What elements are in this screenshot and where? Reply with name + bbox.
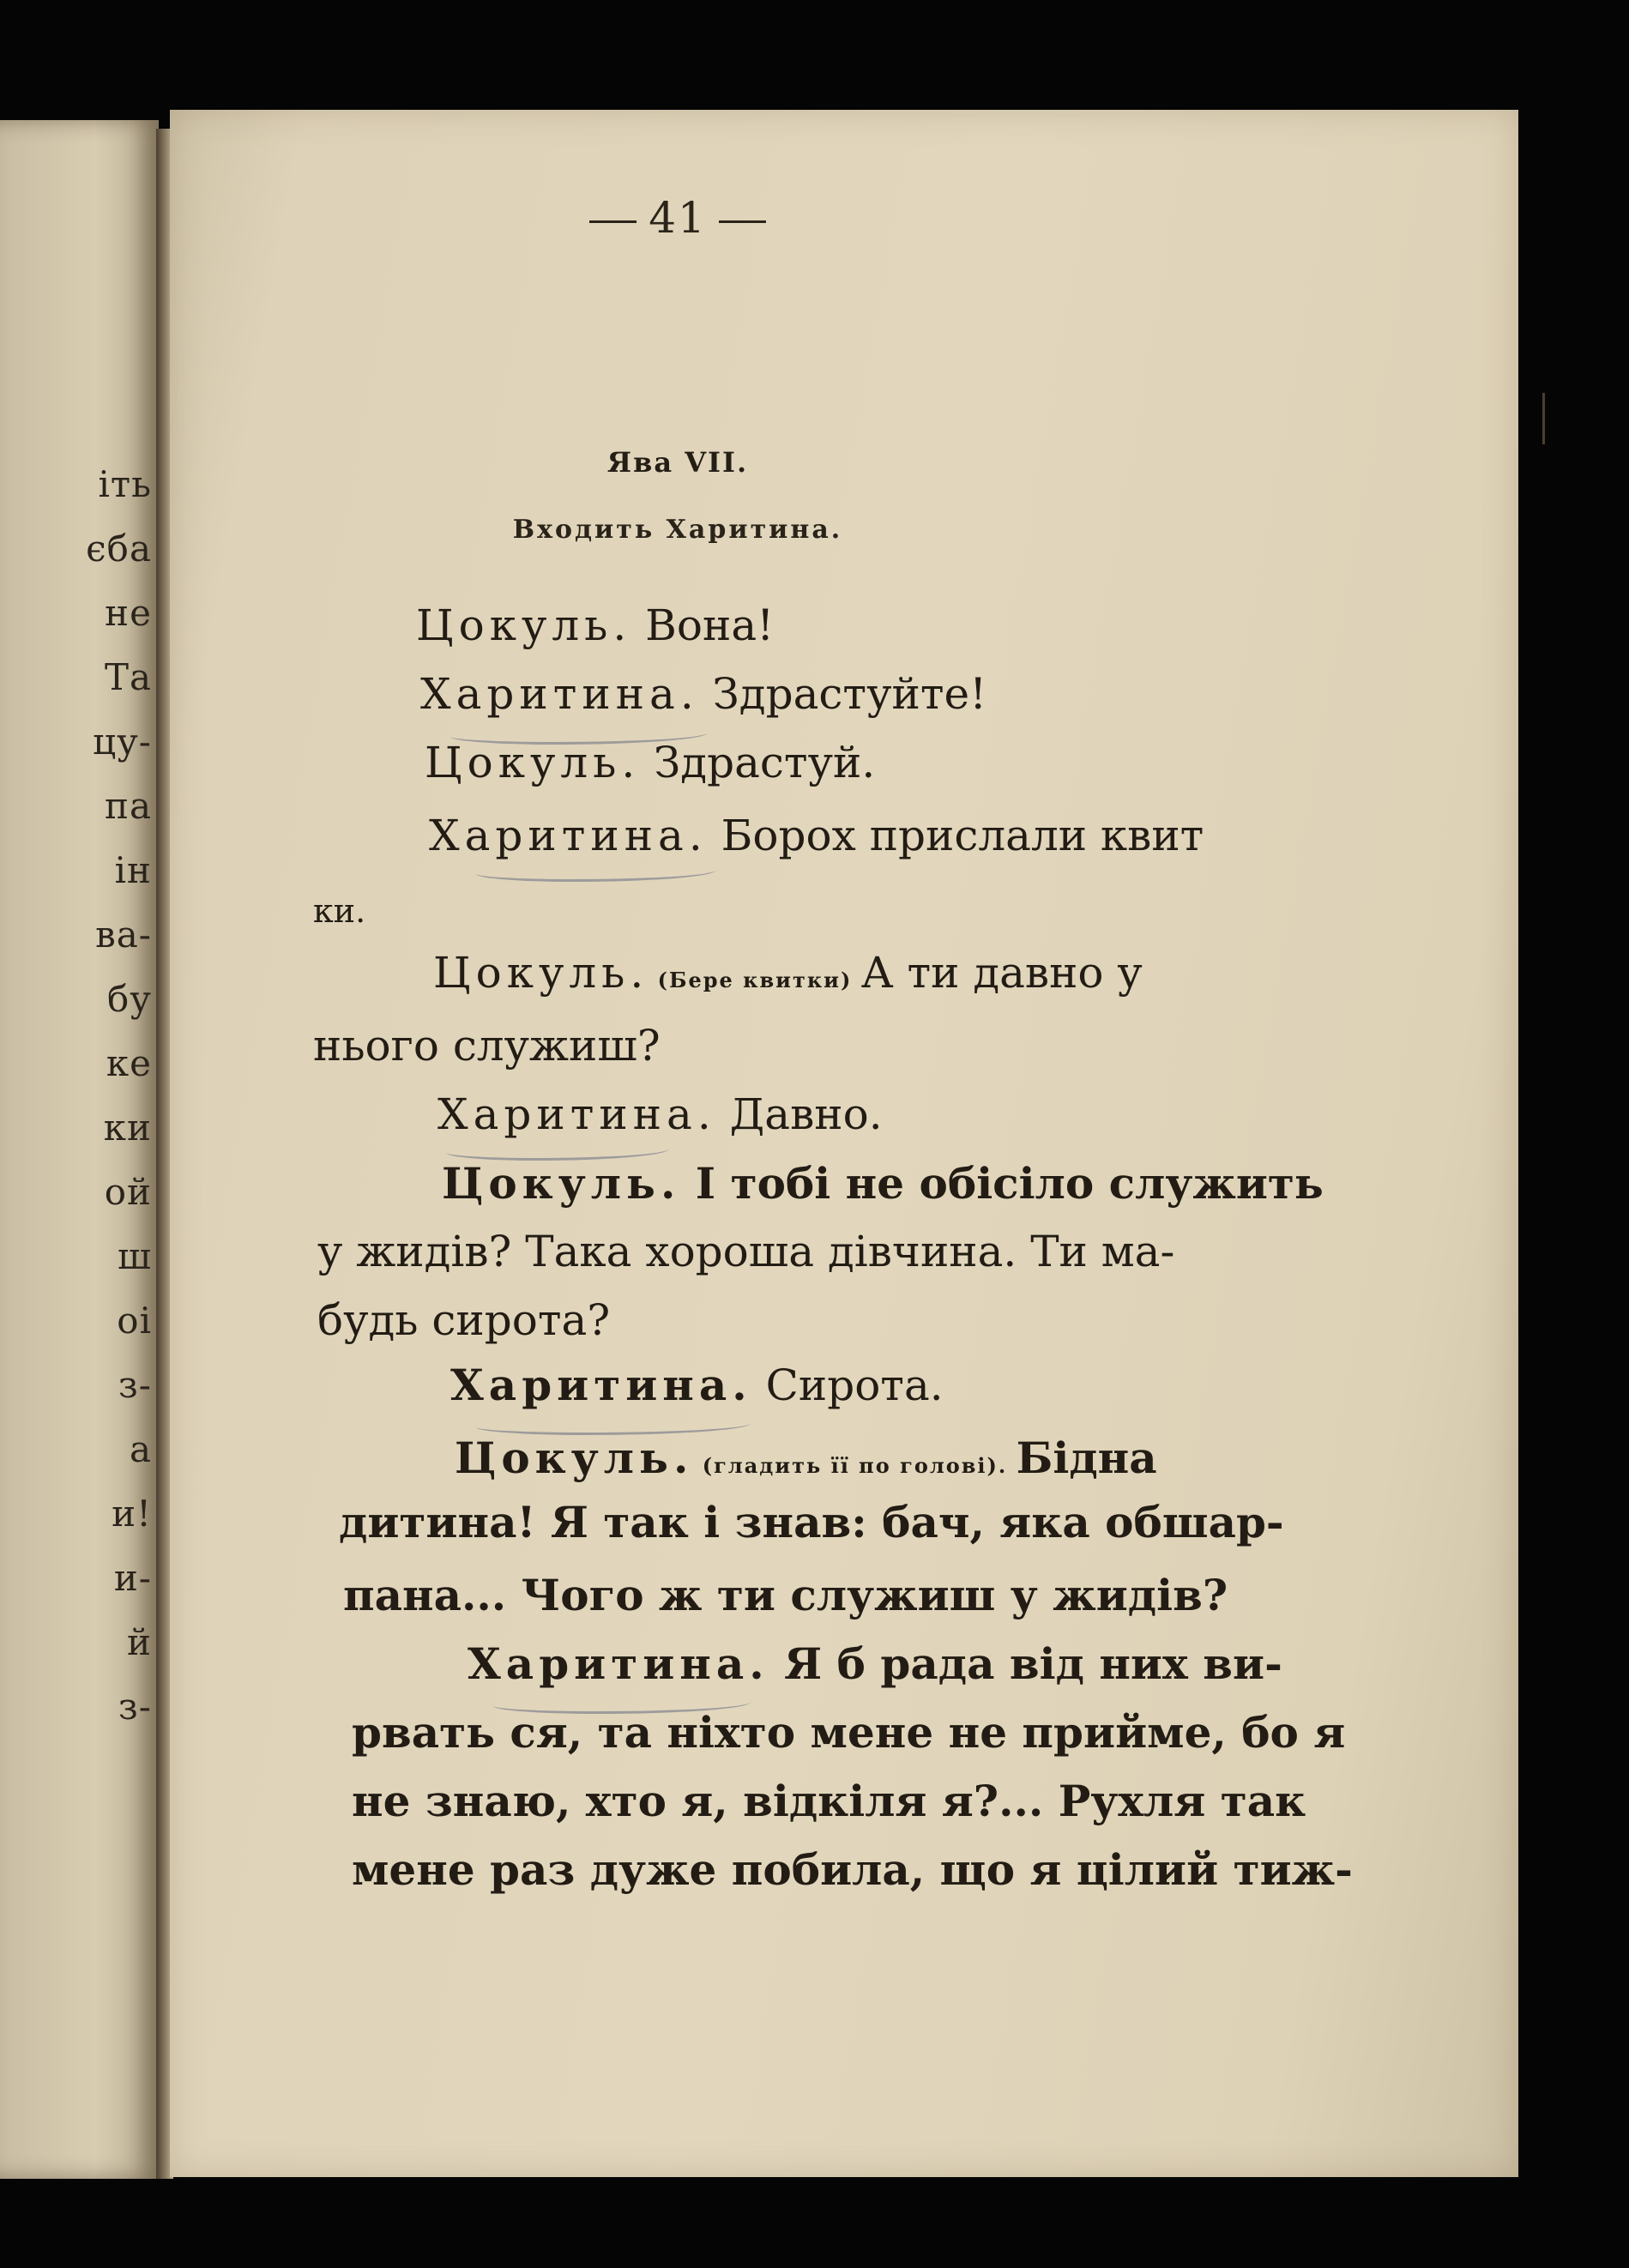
left-fragment: ін bbox=[114, 849, 152, 891]
speaker-name: Цокуль. bbox=[455, 1433, 694, 1483]
left-fragment: ой bbox=[104, 1171, 152, 1213]
speaker-name: Цокуль. bbox=[442, 1158, 681, 1209]
left-fragment: бу bbox=[107, 978, 152, 1020]
left-fragment: Та bbox=[104, 656, 152, 698]
dialogue-line bbox=[433, 948, 1143, 998]
dialogue-text: Бідна bbox=[1016, 1433, 1157, 1483]
left-fragment: па bbox=[104, 785, 152, 827]
left-fragment: й bbox=[127, 1621, 152, 1663]
left-fragment: и! bbox=[112, 1493, 152, 1535]
dialogue-line bbox=[420, 669, 986, 719]
dialogue-text: Я б рада від них ви- bbox=[769, 1638, 1282, 1689]
page-number-value: 41 bbox=[649, 193, 707, 243]
left-fragment: іть bbox=[98, 463, 152, 505]
dialogue-line bbox=[468, 1638, 1282, 1689]
left-page-edge bbox=[0, 120, 159, 2179]
dialogue-continuation: рвать ся, та ніхто мене не прийме, бо я bbox=[352, 1707, 1346, 1758]
dialogue-line bbox=[450, 1360, 944, 1410]
page-number bbox=[549, 193, 806, 243]
stage-direction: Входить Харитина. bbox=[512, 515, 843, 545]
left-fragment: оі bbox=[117, 1300, 152, 1342]
dialogue-text: І тобі не обісіло служить bbox=[680, 1158, 1324, 1209]
speaker-name: Харитина. bbox=[420, 669, 699, 719]
dialogue-text: Сирота. bbox=[751, 1360, 944, 1410]
dialogue-continuation: ки. bbox=[313, 892, 366, 930]
speaker-name: Харитина. bbox=[450, 1360, 752, 1410]
dialogue-continuation: пана... Чого ж ти служиш у жидів? bbox=[343, 1570, 1228, 1620]
speaker-name: Цокуль. bbox=[416, 600, 632, 650]
left-fragment: з- bbox=[118, 1686, 152, 1728]
dialogue-continuation: у жидів? Така хороша дівчина. Ти ма- bbox=[317, 1227, 1175, 1276]
dialogue-line bbox=[429, 811, 1204, 860]
left-fragment: и- bbox=[113, 1557, 152, 1599]
left-fragment: не bbox=[105, 592, 152, 634]
dialogue-text: А ти давно у bbox=[860, 948, 1143, 998]
speaker-name: Харитина. bbox=[429, 811, 708, 860]
dialogue-text: Здрастуй. bbox=[640, 738, 876, 787]
dialogue-text: Здрастуйте! bbox=[698, 669, 987, 719]
dash-left bbox=[589, 220, 637, 223]
speaker-name: Цокуль. bbox=[433, 948, 649, 998]
left-fragment: ш bbox=[117, 1235, 152, 1277]
left-fragment: єба bbox=[86, 528, 152, 570]
left-fragment: а bbox=[129, 1428, 152, 1470]
dialogue-line bbox=[425, 738, 875, 787]
speaker-name: Харитина. bbox=[468, 1638, 769, 1689]
dialogue-continuation: не знаю, хто я, відкіля я?... Рухля так bbox=[352, 1776, 1306, 1826]
scene-heading: Ява VII. bbox=[606, 446, 749, 479]
stage-remark: (Бере квитки) bbox=[649, 968, 861, 992]
dialogue-continuation: будь сирота? bbox=[317, 1295, 611, 1345]
dialogue-line bbox=[455, 1433, 1157, 1483]
left-fragment: ва- bbox=[95, 914, 152, 956]
left-fragment: цу- bbox=[93, 721, 152, 763]
dialogue-text: Вона! bbox=[631, 600, 775, 650]
dialogue-text: Давно. bbox=[715, 1089, 883, 1139]
dialogue-continuation: дитина! Я так і знав: бач, яка обшар- bbox=[339, 1497, 1284, 1547]
speaker-name: Харитина. bbox=[437, 1089, 716, 1139]
left-fragment: ке bbox=[106, 1042, 152, 1084]
dash-right bbox=[719, 220, 766, 223]
dialogue-line bbox=[416, 600, 774, 650]
dialogue-continuation: мене раз дуже побила, що я цілий тиж- bbox=[352, 1844, 1353, 1895]
stage-remark: (гладить її по голові). bbox=[693, 1453, 1017, 1478]
page-edge-mark bbox=[1542, 393, 1545, 444]
left-fragment: з- bbox=[118, 1364, 152, 1406]
speaker-name: Цокуль. bbox=[425, 738, 641, 787]
dialogue-line bbox=[437, 1089, 883, 1139]
dialogue-line bbox=[442, 1158, 1324, 1209]
dialogue-text: Борох прислали квит bbox=[707, 811, 1204, 860]
dialogue-continuation: нього служиш? bbox=[313, 1021, 661, 1071]
left-fragment: ки bbox=[103, 1107, 152, 1149]
